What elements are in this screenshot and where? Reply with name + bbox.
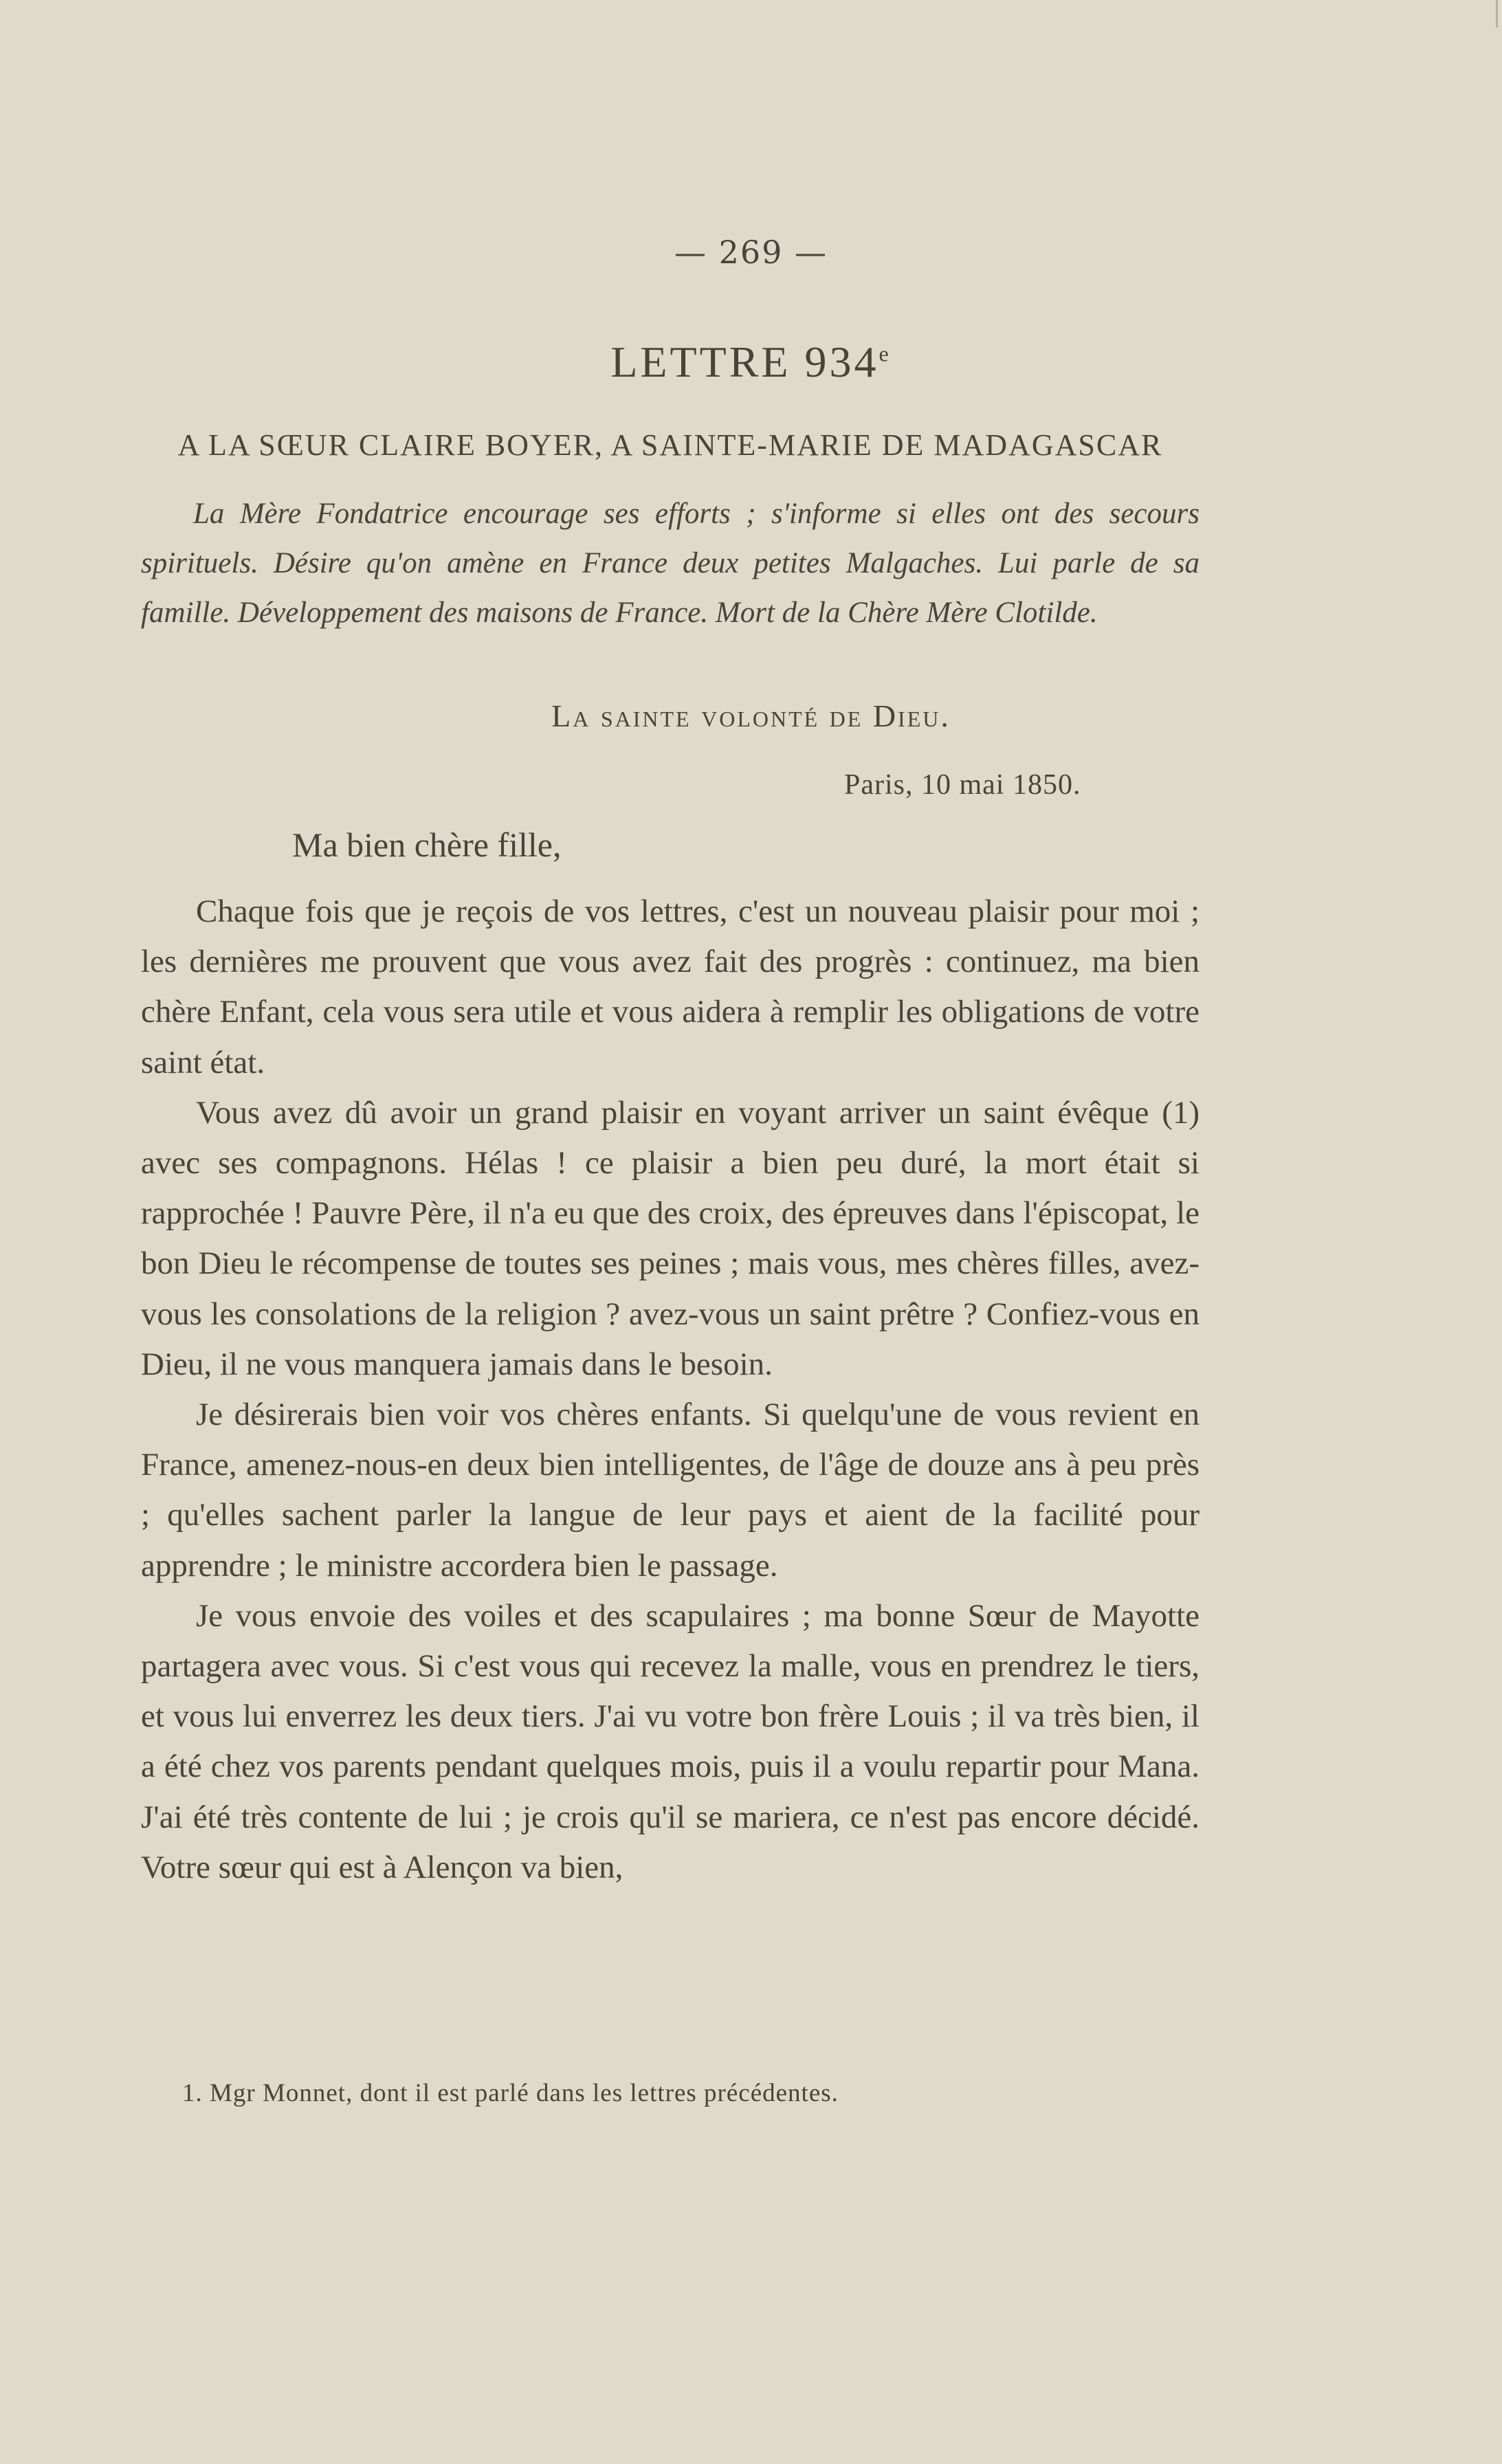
letter-title bbox=[0, 337, 1502, 388]
body-paragraph: Je vous envoie des voiles et des scapulaires ; ma bonne Sœur de Mayotte partagera avec vous. Si c'est vous qui recevez la malle, vous en prendrez le tiers, et vous lui enverrez les deux tiers. J'ai vu votre bon frère Louis ; il va très bien, il a été chez vos parents pendant quelques mois, puis il a voulu repartir pour Mana. J'ai été très contente de lui ; je crois qu'il se mariera, ce n'est pas encore décidé. Votre sœur qui est à Alençon va bien, bbox=[141, 1597, 1200, 1885]
body-paragraph: Vous avez dû avoir un grand plaisir en voyant arriver un saint évêque (1) avec ses compagnons. Hélas ! ce plaisir a bien peu duré, la mort était si rapprochée ! Pauvre Père, il n'a eu que des croix, des épreuves dans l'épiscopat, le bon Dieu le récompense de toutes ses peines ; mais vous, mes chères filles, avez-vous les consolations de la religion ? avez-vous un saint prêtre ? Confiez-vous en Dieu, il ne vous manquera jamais dans le besoin. bbox=[141, 1094, 1200, 1382]
body-paragraph: Je désirerais bien voir vos chères enfants. Si quelqu'une de vous revient en France, amenez-nous-en deux bien intelligentes, de l'âge de douze ans à peu près ; qu'elles sachent parler la langue de leur pays et aient de la facilité pour apprendre ; le ministre accordera bien le passage. bbox=[141, 1397, 1200, 1584]
letter-body bbox=[141, 887, 1200, 1893]
page-edge-mark bbox=[1496, 0, 1498, 27]
letter-motto: La sainte volonté de Dieu. bbox=[551, 698, 951, 733]
letter-summary: La Mère Fondatrice encourage ses efforts ; s'informe si elles ont des secours spirituels. Désire qu'on amène en France deux petites Malgaches. Lui parle de sa famille. Développement des maisons de France. Mort de la Chère Mère Clotilde. bbox=[141, 498, 1200, 629]
page-number: — 269 — bbox=[674, 234, 828, 271]
letter-recipient: A LA SŒUR CLAIRE BOYER, A SAINTE-MARIE DE MADAGASCAR bbox=[177, 428, 1163, 462]
body-paragraph: Chaque fois que je reçois de vos lettres, c'est un nouveau plaisir pour moi ; les dernières me prouvent que vous avez fait des progrès : continuez, ma bien chère Enfant, cela vous sera utile et vous aidera à remplir les obligations de votre saint état. bbox=[141, 894, 1200, 1080]
letter-date: Paris, 10 mai 1850. bbox=[844, 769, 1081, 801]
footnote: 1. Mgr Monnet, dont il est parlé dans les lettres précédentes. bbox=[182, 2079, 839, 2107]
letter-title-suffix: e bbox=[879, 341, 892, 366]
letter-salutation: Ma bien chère fille, bbox=[292, 825, 562, 864]
letter-title-text: LETTRE 934 bbox=[610, 337, 879, 386]
